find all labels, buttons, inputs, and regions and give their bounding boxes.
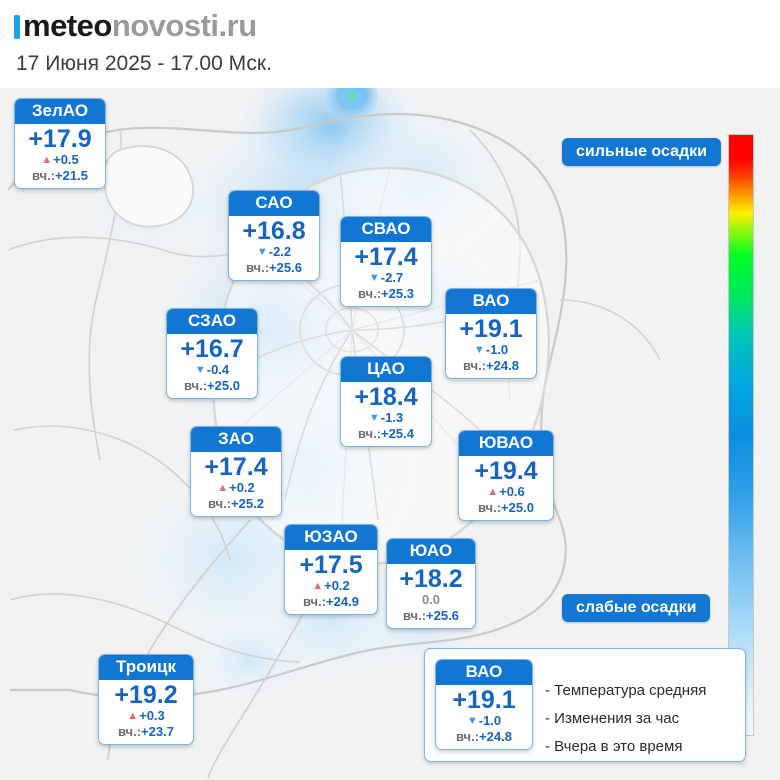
district-yesterday-value: +25.2 xyxy=(231,496,264,512)
district-yesterday xyxy=(387,609,475,628)
district-name: СЗАО xyxy=(167,309,257,334)
district-temperature: +17.9 xyxy=(28,124,92,153)
arrow-up-icon: ▲ xyxy=(127,710,139,723)
district-card[interactable] xyxy=(340,216,432,307)
district-hourly-change-value: -1.3 xyxy=(380,410,404,426)
district-hourly-change-value: +0.2 xyxy=(324,578,350,594)
district-yesterday xyxy=(229,261,319,280)
district-card[interactable] xyxy=(190,426,282,517)
legend-sample-temp: +19.1 xyxy=(452,685,516,714)
district-yesterday-label: вч.: xyxy=(358,426,382,442)
district-temperature: +19.2 xyxy=(114,680,178,709)
legend-sample-yesterday: вч.:+24.8 xyxy=(456,729,512,745)
district-hourly-change-value: 0.0 xyxy=(421,592,441,608)
district-name: ЮВАО xyxy=(459,431,553,456)
arrow-down-icon: ▼ xyxy=(466,715,478,728)
legend-note-2: - Вчера в это время xyxy=(545,737,683,755)
district-hourly-change-value: +0.5 xyxy=(53,152,79,168)
district-card[interactable] xyxy=(458,430,554,521)
district-yesterday xyxy=(99,725,193,744)
arrow-up-icon: ▲ xyxy=(487,486,499,499)
logo-text-primary: meteo xyxy=(23,8,112,43)
district-yesterday-value: +25.0 xyxy=(207,378,240,394)
district-temperature: +18.2 xyxy=(399,564,463,593)
district-hourly-change xyxy=(387,593,475,609)
district-yesterday-value: +25.6 xyxy=(426,608,459,624)
district-yesterday xyxy=(191,497,281,516)
district-name: СВАО xyxy=(341,217,431,242)
district-yesterday-label: вч.: xyxy=(184,378,208,394)
district-card[interactable] xyxy=(14,98,106,189)
legend-sample-card xyxy=(435,659,533,750)
district-hourly-change-value: -2.2 xyxy=(268,244,292,260)
district-yesterday xyxy=(341,287,431,306)
district-temperature: +16.8 xyxy=(242,216,306,245)
district-hourly-change-value: +0.3 xyxy=(139,708,165,724)
district-yesterday-label: вч.: xyxy=(478,500,502,516)
page-header xyxy=(0,0,780,88)
arrow-up-icon: ▲ xyxy=(217,482,229,495)
district-hourly-change xyxy=(285,579,377,595)
logo-bar-icon xyxy=(14,15,20,39)
legend-explanation-box xyxy=(424,648,746,762)
legend-note-lines xyxy=(545,677,706,760)
district-card[interactable] xyxy=(98,654,194,745)
district-hourly-change-value: -1.0 xyxy=(485,342,509,358)
district-yesterday-value: +25.6 xyxy=(269,260,302,276)
arrow-down-icon: ▼ xyxy=(368,272,380,285)
district-hourly-change xyxy=(99,709,193,725)
legend-note-0: - Температура средняя xyxy=(545,682,707,699)
observation-datetime: 17 Июня 2025 - 17.00 Мск. xyxy=(16,52,272,75)
arrow-down-icon: ▼ xyxy=(256,246,268,259)
district-temperature: +17.4 xyxy=(204,452,268,481)
district-yesterday-value: +25.3 xyxy=(381,286,414,302)
district-yesterday-label: вч.: xyxy=(303,594,327,610)
legend-heavy-precip-pill: сильные осадки xyxy=(562,138,721,166)
district-hourly-change-value: +0.6 xyxy=(499,484,525,500)
district-name: ЮАО xyxy=(387,539,475,564)
district-yesterday-value: +23.7 xyxy=(141,724,174,740)
arrow-down-icon: ▼ xyxy=(473,344,485,357)
arrow-down-icon: ▼ xyxy=(194,364,206,377)
district-yesterday xyxy=(15,169,105,188)
district-name: ЮЗАО xyxy=(285,525,377,550)
arrow-up-icon: ▲ xyxy=(312,580,324,593)
district-card[interactable] xyxy=(284,524,378,615)
district-hourly-change xyxy=(229,245,319,261)
legend-light-precip-pill: слабые осадки xyxy=(562,594,710,622)
district-name: ВАО xyxy=(446,289,536,314)
district-yesterday xyxy=(285,595,377,614)
district-hourly-change xyxy=(459,485,553,501)
district-yesterday-value: +24.8 xyxy=(486,358,519,374)
district-hourly-change-value: -2.7 xyxy=(380,270,404,286)
district-hourly-change xyxy=(446,343,536,359)
district-hourly-change xyxy=(191,481,281,497)
district-name: Троицк xyxy=(99,655,193,680)
district-temperature: +17.4 xyxy=(354,242,418,271)
district-yesterday-value: +25.0 xyxy=(501,500,534,516)
district-temperature: +18.4 xyxy=(354,382,418,411)
district-card[interactable] xyxy=(228,190,320,281)
district-card[interactable] xyxy=(166,308,258,399)
district-name: САО xyxy=(229,191,319,216)
district-name: ЦАО xyxy=(341,357,431,382)
district-name: ЗелАО xyxy=(15,99,105,124)
district-hourly-change xyxy=(341,411,431,427)
district-temperature: +17.5 xyxy=(299,550,363,579)
district-hourly-change xyxy=(341,271,431,287)
legend-sample-delta: ▼-1.0 xyxy=(466,713,502,729)
district-temperature: +16.7 xyxy=(180,334,244,363)
legend-note-1: - Изменения за час xyxy=(545,709,680,727)
precipitation-color-scale xyxy=(728,134,754,736)
arrow-down-icon: ▼ xyxy=(368,412,380,425)
district-hourly-change xyxy=(15,153,105,169)
district-yesterday xyxy=(446,359,536,378)
district-hourly-change xyxy=(167,363,257,379)
district-card[interactable] xyxy=(340,356,432,447)
district-yesterday-label: вч.: xyxy=(32,168,56,184)
district-yesterday-label: вч.: xyxy=(246,260,270,276)
legend-sample-title: ВАО xyxy=(436,660,532,685)
district-hourly-change-value: -0.4 xyxy=(206,362,230,378)
district-name: ЗАО xyxy=(191,427,281,452)
district-yesterday-value: +25.4 xyxy=(381,426,414,442)
site-logo[interactable] xyxy=(14,8,257,44)
district-yesterday xyxy=(459,501,553,520)
district-temperature: +19.1 xyxy=(459,314,523,343)
district-temperature: +19.4 xyxy=(474,456,538,485)
district-yesterday-label: вч.: xyxy=(358,286,382,302)
district-card[interactable] xyxy=(386,538,476,629)
district-yesterday-value: +24.9 xyxy=(326,594,359,610)
district-hourly-change-value: +0.2 xyxy=(229,480,255,496)
district-yesterday-label: вч.: xyxy=(403,608,427,624)
logo-text-secondary: novosti.ru xyxy=(111,8,257,43)
district-yesterday xyxy=(167,379,257,398)
district-yesterday xyxy=(341,427,431,446)
district-yesterday-label: вч.: xyxy=(463,358,487,374)
district-card[interactable] xyxy=(445,288,537,379)
district-yesterday-value: +21.5 xyxy=(55,168,88,184)
district-yesterday-label: вч.: xyxy=(118,724,142,740)
arrow-up-icon: ▲ xyxy=(41,154,53,167)
district-yesterday-label: вч.: xyxy=(208,496,232,512)
